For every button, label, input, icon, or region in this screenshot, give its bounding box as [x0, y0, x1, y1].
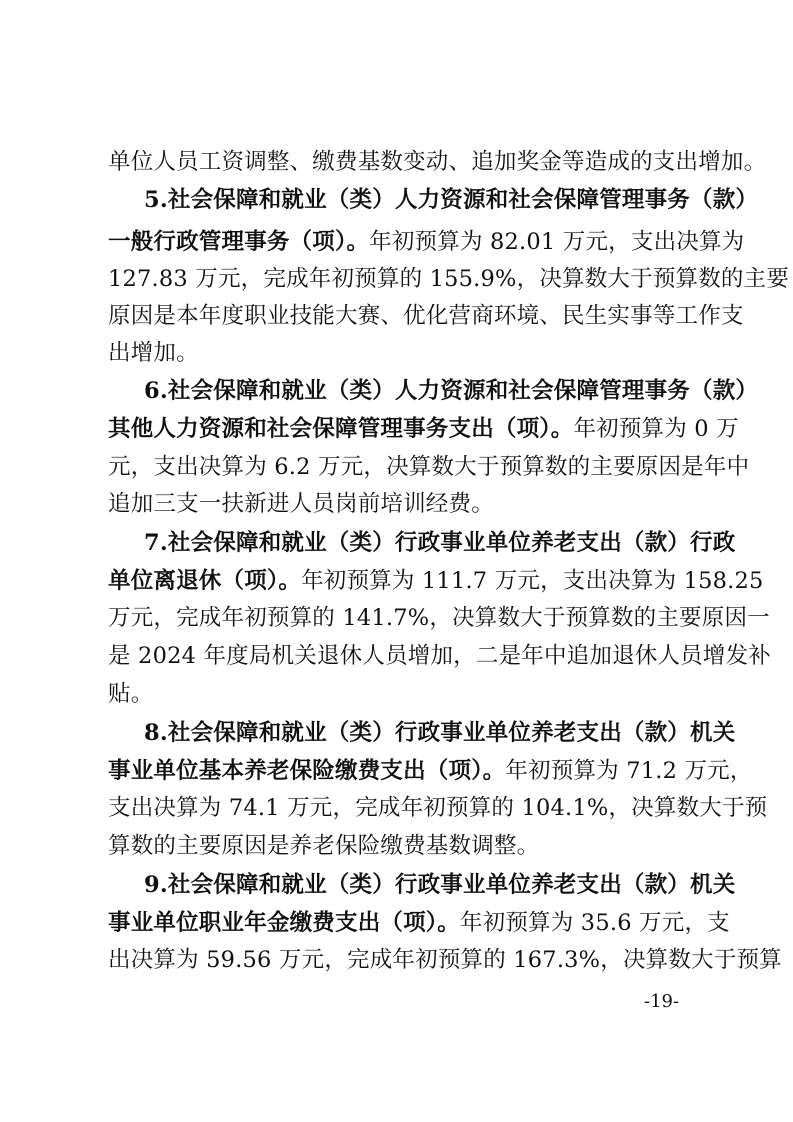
line-text: 万元，完成年初预算的 141.7%，决算数大于预算数的主要原因一 — [108, 605, 770, 631]
section-5-heading-cont: 一般行政管理事务（项）。 — [108, 229, 370, 255]
paragraph-line — [108, 263, 790, 295]
section-5-text: 年初预算为 82.01 万元，支出决算为 — [369, 229, 745, 255]
line-text: 贴。 — [108, 681, 154, 707]
paragraph-line — [108, 146, 767, 178]
line-text: 出增加。 — [108, 340, 199, 366]
section-9-heading: 9.社会保障和就业（类）行政事业单位养老支出（款）机关 — [144, 872, 736, 898]
section-9-text: 年初预算为 35.6 万元，支 — [459, 910, 730, 936]
paragraph-line — [108, 944, 782, 976]
line-text: 追加三支一扶新进人员岗前培训经费。 — [108, 491, 494, 517]
paragraph-line — [108, 602, 770, 634]
section-8-heading-cont: 事业单位基本养老保险缴费支出（项）。 — [108, 758, 506, 784]
section-6-heading: 6.社会保障和就业（类）人力资源和社会保障管理事务（款） — [144, 378, 759, 404]
paragraph-line — [108, 907, 730, 939]
section-8-heading: 8.社会保障和就业（类）行政事业单位养老支出（款）机关 — [144, 720, 736, 746]
section-7-heading: 7.社会保障和就业（类）行政事业单位养老支出（款）行政 — [144, 530, 736, 556]
line-text: 单位人员工资调整、缴费基数变动、追加奖金等造成的支出增加。 — [108, 149, 767, 175]
section-7-heading-line — [144, 527, 736, 559]
section-8-heading-line — [144, 717, 736, 749]
paragraph-line — [108, 451, 750, 483]
paragraph-line — [108, 226, 745, 258]
section-9-heading-line — [144, 869, 736, 901]
paragraph-line — [108, 300, 744, 332]
section-7-text: 年初预算为 111.7 万元，支出决算为 158.25 — [301, 568, 764, 594]
paragraph-line — [108, 565, 764, 597]
paragraph-line — [108, 678, 693, 710]
paragraph-line — [108, 755, 753, 787]
line-text: 是 2024 年度局机关退休人员增加，二是年中追加退休人员增发补 — [108, 643, 771, 669]
paragraph-line — [108, 413, 739, 445]
paragraph-line — [108, 337, 693, 369]
section-6-heading-line — [144, 375, 759, 407]
line-text: 支出决算为 74.1 万元，完成年初预算的 104.1%，决算数大于预 — [108, 795, 768, 821]
section-6-heading-cont: 其他人力资源和社会保障管理事务支出（项）。 — [108, 416, 574, 442]
line-text: 原因是本年度职业技能大赛、优化营商环境、民生实事等工作支 — [108, 303, 744, 329]
section-8-text: 年初预算为 71.2 万元， — [505, 758, 753, 784]
section-7-heading-cont: 单位离退休（项）。 — [108, 568, 302, 594]
section-5-heading-line — [144, 184, 759, 216]
page-number: -19- — [644, 991, 680, 1012]
line-text: 出决算为 59.56 万元，完成年初预算的 167.3%，决算数大于预算 — [108, 947, 782, 973]
paragraph-line — [108, 830, 693, 862]
section-9-heading-cont: 事业单位职业年金缴费支出（项）。 — [108, 910, 460, 936]
section-6-text: 年初预算为 0 万 — [573, 416, 739, 442]
line-text: 127.83 万元，完成年初预算的 155.9%，决算数大于预算数的主要 — [108, 266, 790, 292]
section-5-heading: 5.社会保障和就业（类）人力资源和社会保障管理事务（款） — [144, 187, 759, 213]
paragraph-line — [108, 640, 771, 672]
paragraph-line — [108, 792, 768, 824]
line-text: 算数的主要原因是养老保险缴费基数调整。 — [108, 833, 540, 859]
line-text: 元，支出决算为 6.2 万元，决算数大于预算数的主要原因是年中 — [108, 454, 750, 480]
paragraph-line — [108, 488, 693, 520]
